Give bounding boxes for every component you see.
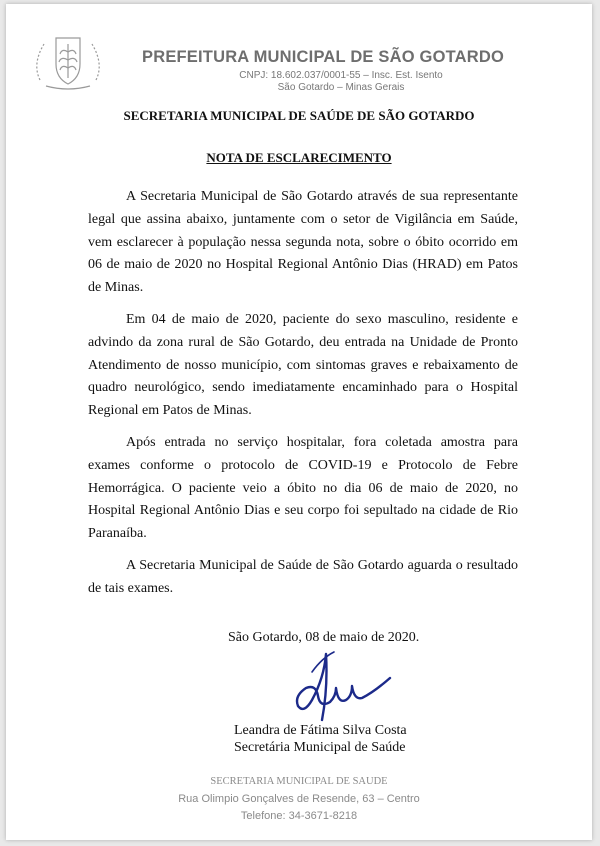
handwritten-signature-icon (282, 648, 402, 722)
secretaria-heading: SECRETARIA MUNICIPAL DE SAÚDE DE SÃO GOTARDO (123, 108, 475, 123)
paragraph: A Secretaria Municipal de Saúde de São Gotardo aguarda o resultado de tais exames. (88, 557, 518, 596)
footer-phone: Telefone: 34-3671-8218 (240, 810, 358, 822)
footer-department: SECRETARIA MUNICIPAL DE SAUDE (210, 776, 388, 787)
signer-block (234, 722, 407, 756)
footer-address: Rua Olimpio Gonçalves de Resende, 63 – Centro (178, 793, 420, 805)
paragraph: A Secretaria Municipal de São Gotardo através de sua representante legal que assina abaixo, juntamente com o setor de Vigilância em Saúde, vem esclarecer à população nessa segunda nota, sobre o óbito ocorrido em 06 de maio de 2020 no Hospital Regional Antônio Dias (HRAD) em Patos de Minas. (88, 189, 518, 296)
body-text (88, 186, 518, 610)
paragraph: Em 04 de maio de 2020, paciente do sexo masculino, residente e advindo da zona rural de São Gotardo, deu entrada na Unidade de Pronto Atendimento de nosso município, com sintomas graves e rebaixamento de quadro neurológico, sendo imediatamente encaminhado para o Hospital Regional em Patos de Minas. (88, 311, 518, 419)
signer-role: Secretária Municipal de Saúde (234, 740, 406, 755)
signer-name: Leandra de Fátima Silva Costa (234, 723, 407, 738)
date-line: São Gotardo, 08 de maio de 2020. (228, 630, 420, 645)
paragraph: Após entrada no serviço hospitalar, fora coletada amostra para exames conforme o protocolo de COVID-19 e Protocolo de Febre Hemorrágica. O paciente veio a óbito no dia 06 de maio de 2020, no Hospital Regional Antônio Dias e seu corpo foi sepultado na cidade de Rio Paranaíba. (88, 434, 518, 542)
nota-title: NOTA DE ESCLARECIMENTO (206, 150, 392, 165)
header-title: PREFEITURA MUNICIPAL DE SÃO GOTARDO (142, 48, 505, 66)
header-cnpj: CNPJ: 18.602.037/0001-55 – Insc. Est. Isento (239, 70, 443, 81)
document-page (6, 4, 592, 840)
header-location: São Gotardo – Minas Gerais (277, 82, 405, 93)
